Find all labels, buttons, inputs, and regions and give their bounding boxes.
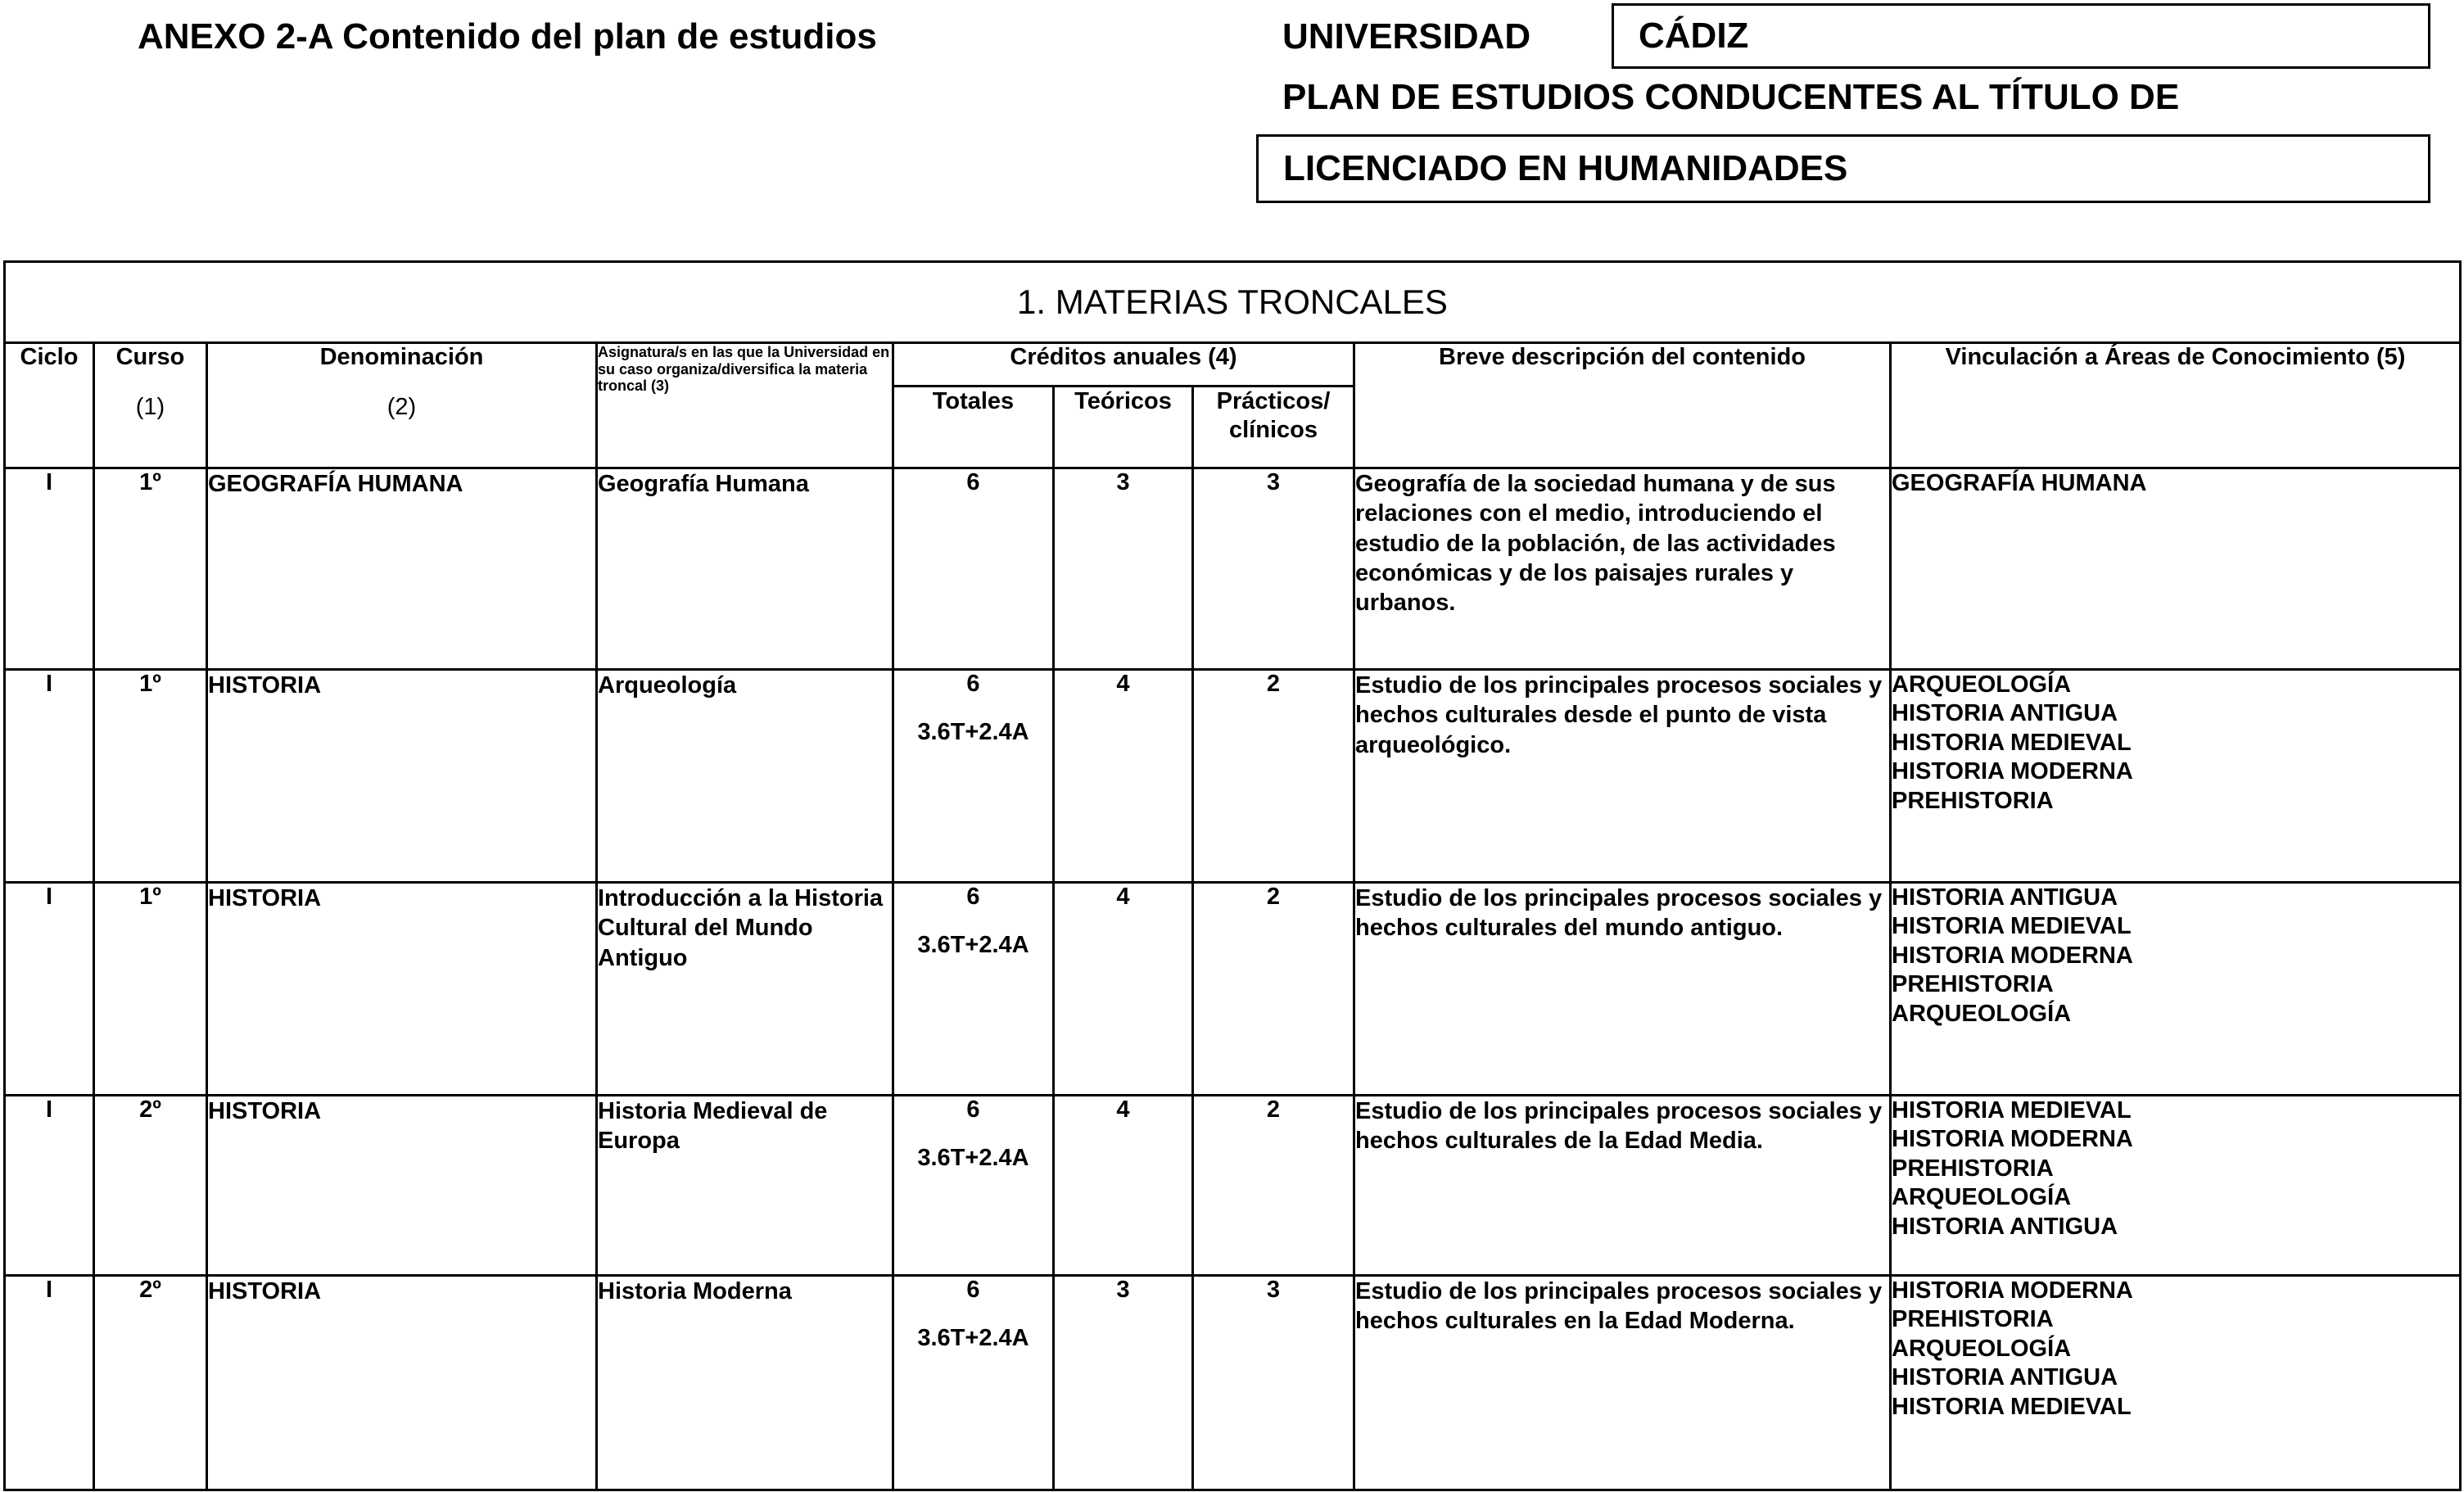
- area-item: ARQUEOLOGÍA: [1892, 1000, 2072, 1027]
- col-asignaturas: Asignatura/s en las que la Universidad en su caso organiza/diversifica la materia troncal (3): [597, 343, 893, 468]
- cell-totales: [893, 670, 1054, 883]
- cell-denominacion: HISTORIA: [207, 1276, 597, 1490]
- cell-curso: 1º: [94, 883, 207, 1096]
- col-descripcion: Breve descripción del contenido: [1354, 343, 1891, 468]
- col-teoricos: Teóricos: [1054, 387, 1193, 468]
- area-item: HISTORIA MEDIEVAL: [1892, 1097, 2132, 1124]
- cell-areas: [1891, 670, 2461, 883]
- cell-totales: [893, 468, 1054, 670]
- cell-practicos: 2: [1193, 883, 1354, 1096]
- cell-areas: [1891, 468, 2461, 670]
- degree-title-box: [1256, 134, 2430, 203]
- totales-detail: 3.6T+2.4A: [917, 719, 1029, 745]
- area-item: HISTORIA ANTIGUA: [1892, 884, 2118, 911]
- area-item: HISTORIA MODERNA: [1892, 1126, 2133, 1153]
- col-ciclo: [5, 343, 94, 468]
- area-item: PREHISTORIA: [1892, 971, 2054, 998]
- cell-teoricos: 3: [1054, 468, 1193, 670]
- cell-asignatura: Historia Moderna: [597, 1276, 893, 1490]
- totales-detail: 3.6T+2.4A: [917, 1145, 1029, 1171]
- area-item: PREHISTORIA: [1892, 1306, 2054, 1333]
- col-denominacion: [207, 343, 597, 468]
- area-item: PREHISTORIA: [1892, 1155, 2054, 1182]
- totales-value: 6: [966, 469, 980, 495]
- cell-teoricos: 4: [1054, 1096, 1193, 1276]
- col-curso-note: (1): [135, 394, 165, 420]
- table-row: [5, 883, 2461, 1096]
- totales-value: 6: [966, 884, 980, 910]
- cell-descripcion: Estudio de los principales procesos sociales y hechos culturales del mundo antiguo.: [1354, 883, 1891, 1096]
- cell-totales: [893, 1096, 1054, 1276]
- cell-ciclo: I: [5, 468, 94, 670]
- cell-denominacion: GEOGRAFÍA HUMANA: [207, 468, 597, 670]
- area-item: HISTORIA MODERNA: [1892, 942, 2133, 969]
- area-item: HISTORIA MODERNA: [1892, 1277, 2133, 1304]
- plan-label: PLAN DE ESTUDIOS CONDUCENTES AL TÍTULO DE: [1282, 77, 2180, 117]
- col-creditos: Créditos anuales (4): [893, 343, 1354, 387]
- totales-detail: 3.6T+2.4A: [917, 1325, 1029, 1351]
- cell-teoricos: 4: [1054, 670, 1193, 883]
- cell-teoricos: 3: [1054, 1276, 1193, 1490]
- col-denominacion-note: (2): [387, 394, 417, 420]
- totales-value: 6: [966, 1096, 980, 1123]
- cell-teoricos: 4: [1054, 883, 1193, 1096]
- cell-asignatura: Geografía Humana: [597, 468, 893, 670]
- area-item: ARQUEOLOGÍA: [1892, 1335, 2072, 1362]
- table-row: [5, 1096, 2461, 1276]
- cell-asignatura: Arqueología: [597, 670, 893, 883]
- col-denominacion-label: Denominación: [319, 344, 484, 370]
- area-item: ARQUEOLOGÍA: [1892, 671, 2072, 698]
- cell-areas: [1891, 1276, 2461, 1490]
- cell-denominacion: HISTORIA: [207, 670, 597, 883]
- area-item: HISTORIA MEDIEVAL: [1892, 1393, 2132, 1420]
- area-item: HISTORIA MODERNA: [1892, 758, 2133, 785]
- cell-asignatura: Historia Medieval de Europa: [597, 1096, 893, 1276]
- cell-areas: [1891, 883, 2461, 1096]
- totales-value: 6: [966, 671, 980, 697]
- col-practicos: Prácticos/ clínicos: [1193, 387, 1354, 468]
- cell-descripcion: Estudio de los principales procesos sociales y hechos culturales desde el punto de vista arqueológico.: [1354, 670, 1891, 883]
- cell-curso: 2º: [94, 1276, 207, 1490]
- area-item: HISTORIA ANTIGUA: [1892, 1364, 2118, 1391]
- cell-ciclo: I: [5, 883, 94, 1096]
- cell-practicos: 2: [1193, 1096, 1354, 1276]
- materias-table: [3, 260, 2462, 1491]
- col-curso-label: Curso: [115, 344, 185, 370]
- table-row: [5, 1276, 2461, 1490]
- area-item: ARQUEOLOGÍA: [1892, 1184, 2072, 1211]
- section-title: 1. MATERIAS TRONCALES: [5, 262, 2461, 343]
- cell-denominacion: HISTORIA: [207, 883, 597, 1096]
- cell-ciclo: I: [5, 1096, 94, 1276]
- area-item: HISTORIA MEDIEVAL: [1892, 913, 2132, 940]
- table-row: [5, 468, 2461, 670]
- cell-descripcion: Estudio de los principales procesos sociales y hechos culturales en la Edad Moderna.: [1354, 1276, 1891, 1490]
- col-totales: Totales: [893, 387, 1054, 468]
- area-item: HISTORIA ANTIGUA: [1892, 700, 2118, 727]
- cell-totales: [893, 1276, 1054, 1490]
- cell-practicos: 2: [1193, 670, 1354, 883]
- university-label: UNIVERSIDAD: [1282, 16, 1531, 57]
- cell-asignatura: Introducción a la Historia Cultural del Mundo Antiguo: [597, 883, 893, 1096]
- cell-descripcion: Geografía de la sociedad humana y de sus relaciones con el medio, introduciendo el estudio de la población, de las actividades económicas y de los paisajes rurales y urbanos.: [1354, 468, 1891, 670]
- col-vinculacion: Vinculación a Áreas de Conocimiento (5): [1891, 343, 2461, 468]
- totales-detail: 3.6T+2.4A: [917, 932, 1029, 958]
- cell-curso: 1º: [94, 670, 207, 883]
- cell-denominacion: HISTORIA: [207, 1096, 597, 1276]
- col-ciclo-label: Ciclo: [20, 344, 79, 370]
- cell-curso: 1º: [94, 468, 207, 670]
- cell-descripcion: Estudio de los principales procesos sociales y hechos culturales de la Edad Media.: [1354, 1096, 1891, 1276]
- cell-ciclo: I: [5, 670, 94, 883]
- university-box: [1612, 3, 2430, 69]
- annex-title: ANEXO 2-A Contenido del plan de estudios: [138, 16, 877, 57]
- area-item: HISTORIA MEDIEVAL: [1892, 729, 2132, 756]
- area-item: HISTORIA ANTIGUA: [1892, 1213, 2118, 1240]
- cell-ciclo: I: [5, 1276, 94, 1490]
- table-row: [5, 670, 2461, 883]
- degree-title: LICENCIADO EN HUMANIDADES: [1283, 148, 1848, 188]
- cell-practicos: 3: [1193, 468, 1354, 670]
- cell-totales: [893, 883, 1054, 1096]
- cell-curso: 2º: [94, 1096, 207, 1276]
- col-curso: [94, 343, 207, 468]
- university-value: CÁDIZ: [1639, 16, 1749, 56]
- totales-value: 6: [966, 1277, 980, 1303]
- cell-practicos: 3: [1193, 1276, 1354, 1490]
- area-item: GEOGRAFÍA HUMANA: [1892, 470, 2147, 496]
- area-item: PREHISTORIA: [1892, 787, 2054, 814]
- cell-areas: [1891, 1096, 2461, 1276]
